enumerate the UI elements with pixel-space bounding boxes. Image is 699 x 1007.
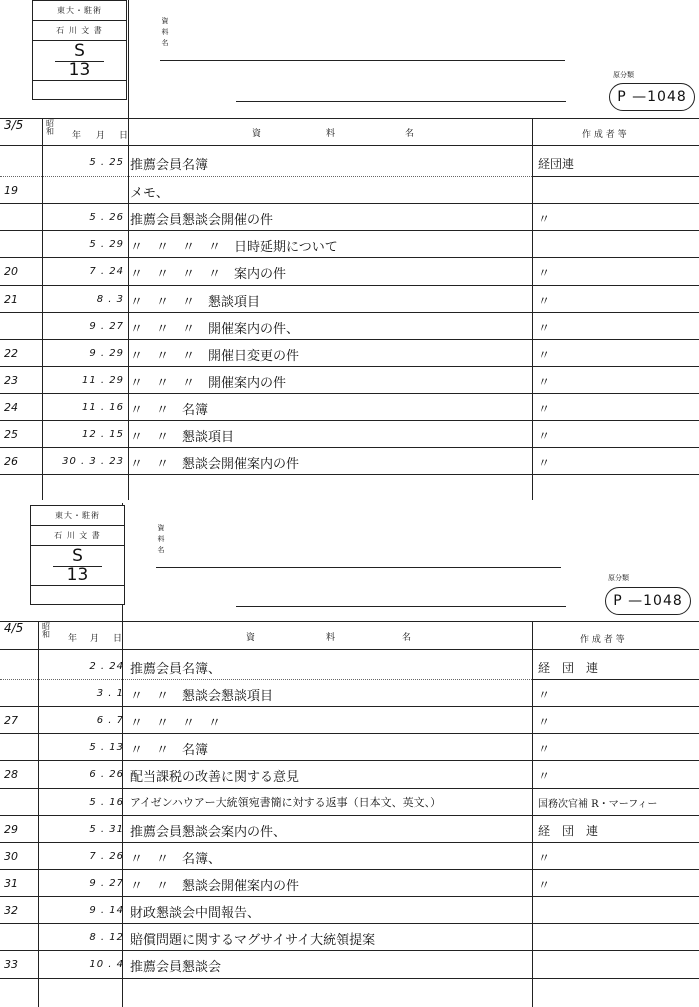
row-title: 配当課税の改善に関する意見 [130, 770, 300, 785]
ref-classification-label: 原分類 [613, 71, 634, 79]
row-author: 経 団 連 [538, 824, 599, 838]
row-date: 5 . 16 [89, 797, 124, 808]
table-row [0, 734, 699, 761]
row-seq: 23 [4, 374, 18, 387]
header-title-char-2: 料 [326, 129, 336, 139]
row-author: 経団連 [538, 157, 575, 171]
row-title: 推薦会員懇談会開催の件 [130, 213, 274, 228]
header-title-char-3: 名 [405, 129, 415, 139]
row-date: 9 . 29 [89, 348, 124, 359]
row-title: 財政懇談会中間報告、 [130, 906, 261, 921]
sheet-page-mark: 3/5 [4, 118, 24, 132]
header-divider [128, 0, 129, 118]
row-author: 〃 [538, 688, 551, 702]
table-row [0, 761, 699, 788]
row-title: 〃 〃 〃 懇談項目 [130, 295, 261, 310]
row-seq: 19 [4, 184, 18, 197]
row-title: 〃 〃 懇談項目 [130, 430, 235, 445]
row-date: 9 . 14 [89, 905, 124, 916]
row-date: 30 . 3 . 23 [62, 456, 124, 467]
material-name-label: 資 料 名 [157, 524, 165, 554]
table-row [0, 149, 699, 176]
header-year: 年 [72, 131, 82, 141]
header-day: 日 [113, 634, 123, 644]
row-date: 3 . 1 [96, 688, 124, 699]
row-author: 〃 [538, 294, 551, 308]
header-title-char-1: 資 [252, 129, 262, 139]
table-row [0, 313, 699, 340]
table-row [0, 707, 699, 734]
row-author: 〃 [538, 769, 551, 783]
stamp-line-2: 石 川 文 書 [31, 526, 124, 546]
header-day: 日 [119, 131, 129, 141]
row-author: 〃 [538, 429, 551, 443]
row-title: 〃 〃 懇談会開催案内の件 [130, 457, 300, 472]
row-author: 〃 [538, 715, 551, 729]
stamp-code-number: 13 [66, 565, 89, 585]
row-date: 9 . 27 [89, 878, 124, 889]
stamp-code [31, 546, 124, 586]
row-title: 〃 〃 懇談会開催案内の件 [130, 879, 300, 894]
row-seq: 20 [4, 265, 18, 278]
header-era: 昭和 [42, 622, 50, 639]
table-row [0, 653, 699, 680]
row-author: 〃 [538, 402, 551, 416]
sheet-page-mark: 4/5 [4, 621, 24, 635]
stamp-code-letter: S [74, 41, 85, 61]
row-seq: 29 [4, 823, 18, 836]
row-author: 〃 [538, 742, 551, 756]
row-author: 〃 [538, 266, 551, 280]
archive-stamp [32, 0, 127, 100]
row-title: アイゼンハウアー大統領宛書簡に対する返事（日本文、英文、） [130, 796, 442, 809]
table-row [0, 843, 699, 870]
header-year: 年 [68, 634, 78, 644]
table-row [0, 924, 699, 951]
row-title: 〃 〃 〃 〃 日時延期について [130, 240, 338, 255]
table-row [0, 340, 699, 367]
stamp-code-number: 13 [68, 60, 91, 80]
table-row [0, 951, 699, 978]
row-seq: 26 [4, 455, 18, 468]
row-title: 賠償問題に関するマグサイサイ大統領提案 [130, 933, 376, 948]
table-row [0, 204, 699, 231]
row-author: 〃 [538, 348, 551, 362]
table-row [0, 258, 699, 285]
table-row [0, 816, 699, 843]
row-date: 2 . 24 [89, 661, 124, 672]
row-title: 〃 〃 名簿 [130, 743, 209, 758]
table-row [0, 231, 699, 258]
row-author: 〃 [538, 456, 551, 470]
row-seq: 21 [4, 293, 18, 306]
row-date: 5 . 26 [89, 212, 124, 223]
row-date: 5 . 29 [89, 239, 124, 250]
row-title: 〃 〃 〃 開催案内の件、 [130, 322, 300, 337]
stamp-line-1: 東大・駐術 [31, 506, 124, 526]
row-seq: 31 [4, 877, 18, 890]
row-title: 推薦会員名簿 [130, 158, 209, 173]
stamp-line-2: 石 川 文 書 [33, 21, 126, 41]
row-date: 7 . 26 [89, 851, 124, 862]
header-era: 昭和 [46, 119, 54, 136]
header-month: 月 [90, 634, 100, 644]
table-row [0, 870, 699, 897]
header-title-char-2: 料 [326, 633, 336, 643]
table-row [0, 177, 699, 204]
row-author: 経 団 連 [538, 661, 599, 675]
row-author: 〃 [538, 878, 551, 892]
row-author: 〃 [538, 851, 551, 865]
stamp-code [33, 41, 126, 81]
header-month: 月 [96, 131, 106, 141]
row-date: 11 . 29 [82, 375, 124, 386]
table-row [0, 897, 699, 924]
table-row [0, 394, 699, 421]
archive-stamp [30, 505, 125, 605]
header-title-char-1: 資 [246, 633, 256, 643]
row-title: 〃 〃 〃 〃 [130, 716, 222, 731]
row-date: 6 . 26 [89, 769, 124, 780]
stamp-line-1: 東大・駐術 [33, 1, 126, 21]
row-date: 5 . 13 [89, 742, 124, 753]
row-date: 11 . 16 [82, 402, 124, 413]
row-title: 〃 〃 〃 〃 案内の件 [130, 267, 287, 282]
row-title: 推薦会員懇談会案内の件、 [130, 825, 287, 840]
row-title: 〃 〃 懇談会懇談項目 [130, 689, 274, 704]
row-date: 5 . 31 [89, 824, 124, 835]
material-name-label: 資 料 名 [161, 17, 169, 47]
catalog-sheet-1 [0, 0, 699, 500]
row-title: メモ、 [130, 186, 169, 201]
row-author: 〃 [538, 375, 551, 389]
row-seq: 25 [4, 428, 18, 441]
row-author: 〃 [538, 321, 551, 335]
row-date: 6 . 7 [96, 715, 124, 726]
row-seq: 27 [4, 714, 18, 727]
table-row [0, 286, 699, 313]
stamp-code-letter: S [72, 546, 83, 566]
row-seq: 33 [4, 958, 18, 971]
catalog-sheet-2 [0, 503, 699, 1007]
row-title: 〃 〃 名簿 [130, 403, 209, 418]
ref-classification-code: P —1048 [605, 587, 691, 615]
row-author: 国務次官補 R・マーフィー [538, 799, 658, 810]
row-title: 推薦会員名簿、 [130, 662, 222, 677]
table-row [0, 421, 699, 448]
header-author: 作 成 者 等 [580, 635, 625, 645]
header-author: 作 成 者 等 [582, 130, 627, 140]
table-row [0, 367, 699, 394]
row-date: 5 . 25 [89, 157, 124, 168]
row-title: 〃 〃 名簿、 [130, 852, 222, 867]
row-title: 〃 〃 〃 開催日変更の件 [130, 349, 300, 364]
ref-classification-code: P —1048 [609, 83, 695, 111]
row-author: 〃 [538, 212, 551, 226]
row-seq: 24 [4, 401, 18, 414]
row-date: 12 . 15 [82, 429, 124, 440]
row-date: 10 . 4 [89, 959, 124, 970]
row-date: 8 . 3 [96, 294, 124, 305]
row-seq: 28 [4, 768, 18, 781]
row-date: 8 . 12 [89, 932, 124, 943]
row-seq: 32 [4, 904, 18, 917]
row-title: 推薦会員懇談会 [130, 960, 222, 975]
row-date: 9 . 27 [89, 321, 124, 332]
row-title: 〃 〃 〃 開催案内の件 [130, 376, 287, 391]
table-row [0, 680, 699, 707]
ref-classification-label: 原分類 [608, 574, 629, 582]
row-seq: 30 [4, 850, 18, 863]
row-seq: 22 [4, 347, 18, 360]
table-row [0, 448, 699, 475]
header-title-char-3: 名 [402, 633, 412, 643]
row-date: 7 . 24 [89, 266, 124, 277]
table-row [0, 789, 699, 816]
